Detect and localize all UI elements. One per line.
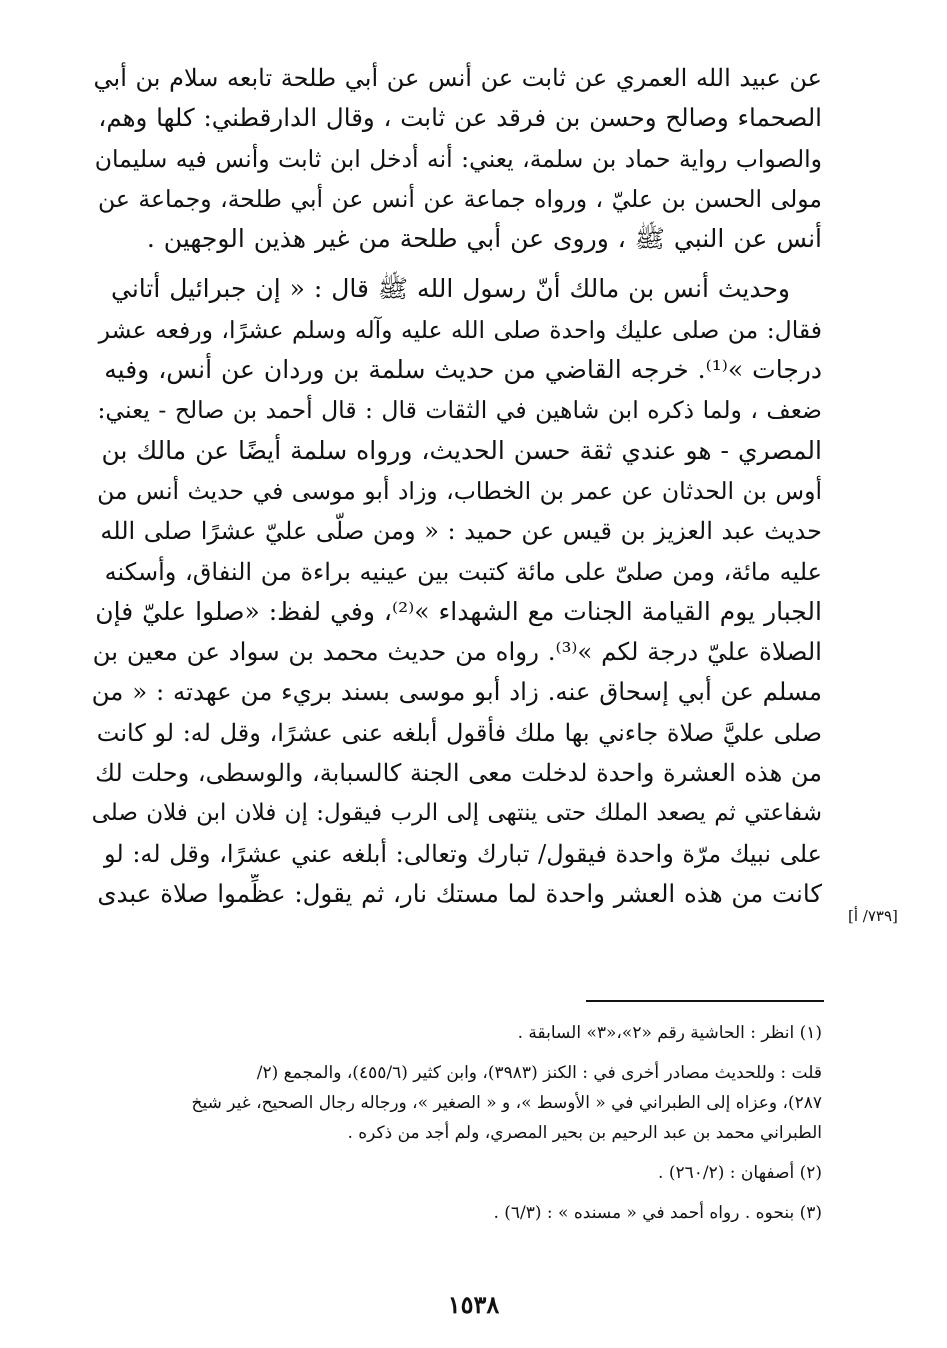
text-line: الصلاة عليّ درجة لكم »⁽³⁾. رواه من حديث محمد بن سواد عن معين بن (92, 637, 822, 667)
text-line: مسلم عن أبي إسحاق عنه. زاد أبو موسى بسند بريء من عهدته : « من (92, 677, 822, 707)
text-line: على نبيك مرّة واحدة فيقول/ تبارك وتعالى: أبلغه عني عشرًا، وقل له: لو (104, 839, 822, 868)
text-line: كانت من هذه العشر واحدة لما مستك نار، ثم يقول: عظِّموا صلاة عبدى (97, 878, 822, 908)
page-number: ١٥٣٨ (447, 1290, 500, 1319)
footnotes (92, 1018, 822, 1238)
text-line: حديث عبد العزيز بن قيس عن حميد : « ومن صلّى عليّ عشرًا صلى الله (100, 517, 822, 546)
manuscript-folio-reference: [٧٣٩/ أ] (848, 907, 898, 925)
footnote-line: الطبراني محمد بن عبد الرحيم بن بحير المصري، ولم أجد من ذكره . (347, 1123, 822, 1143)
text-line: من هذه العشرة واحدة لدخلت معى الجنة كالسبابة، والوسطى، وحلت لك (95, 759, 822, 788)
footnote-3 (92, 1198, 822, 1228)
footnote-line: (١) انظر : الحاشية رقم «٢»،«٣» السابقة . (517, 1023, 822, 1043)
text-line: عليه مائة، ومن صلىّ على مائة كتبت بين عينيه براءة من النفاق، وأسكنه (104, 557, 822, 586)
paragraph-1 (92, 58, 822, 259)
text-line: فقال: من صلى عليك واحدة صلى الله عليه وآله وسلم عشرًا، ورفعه عشر (98, 315, 822, 344)
footnote-line: قلت : وللحديث مصادر أخرى في : الكنز (٣٩٨٣)، وابن كثير (٤٥٥/٦)، والمجمع (٢/ (256, 1063, 822, 1083)
text-line: الجبار يوم القيامة الجنات مع الشهداء »⁽²⁾، وفي لفظ: «صلوا عليّ فإن (95, 596, 822, 626)
text-line: شفاعتي ثم يصعد الملك حتى ينتهى إلى الرب فيقول: إن فلان ابن فلان صلى (92, 800, 822, 827)
footnote-1-continuation (92, 1058, 822, 1148)
footnote-2 (92, 1158, 822, 1188)
footnote-line: (٢) أصفهان : (٢٦٠/٢) . (658, 1163, 822, 1183)
text-line: مولى الحسن بن عليّ ، ورواه جماعة عن أنس عن أبي طلحة، وجماعة عن (98, 184, 822, 213)
text-line: أنس عن النبي ﷺ ، وروى عن أبي طلحة من غير هذين الوجهين . (146, 224, 822, 254)
text-line: أوس بن الحدثان عن عمر بن الخطاب، وزاد أبو موسى في حديث أنس من (97, 476, 822, 505)
text-line: صلى عليَّ صلاة جاءني بها ملك فأقول أبلغه عنى عشرًا، وقل له: لو كانت (96, 718, 822, 747)
text-line: المصري - هو عندي ثقة حسن الحديث، ورواه سلمة أيضًا عن مالك بن (101, 435, 822, 465)
footnote-separator (586, 1000, 824, 1002)
paragraph-2 (92, 269, 822, 914)
text-line: درجات »⁽¹⁾. خرجه القاضي من حديث سلمة بن وردان عن أنس، وفيه (104, 355, 822, 385)
text-line: ضعف ، ولما ذكره ابن شاهين في الثقات قال : قال أحمد بن صالح - يعني: (97, 396, 822, 425)
text-line: عن عبيد الله العمري عن ثابت عن أنس عن أبي طلحة تابعه سلام بن أبي (93, 64, 822, 92)
footnote-1 (92, 1018, 822, 1048)
footnote-line: ٢٨٧)، وعزاه إلى الطبراني في « الأوسط »، و « الصغير »، ورجاله رجال الصحيح، غير شيخ (191, 1093, 822, 1113)
text-line: وحديث أنس بن مالك أنّ رسول الله ﷺ قال : « إن جبرائيل أتاني (110, 274, 790, 304)
text-line: الصحماء وصالح وحسن بن فرقد عن ثابت ، وقال الدارقطني: كلها وهم، (98, 103, 822, 133)
main-text (92, 58, 822, 914)
text-line: والصواب رواية حماد بن سلمة، يعني: أنه أدخل ابن ثابت وأنس فيه سليمان (94, 144, 822, 173)
footnote-line: (٣) بنحوه . رواه أحمد في « مسنده » : (٦/٣) . (493, 1203, 822, 1223)
